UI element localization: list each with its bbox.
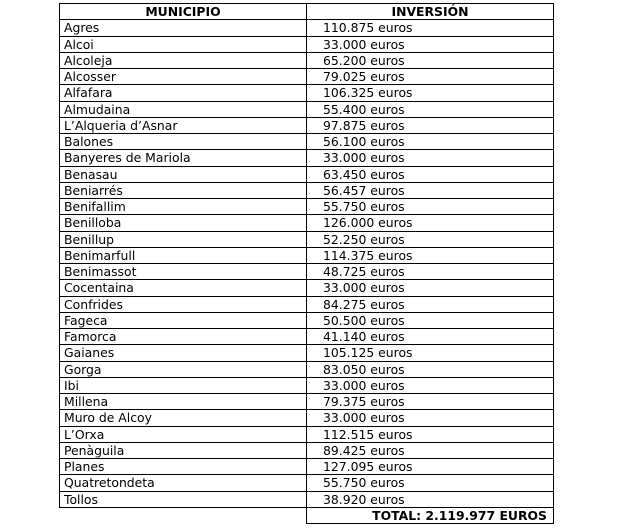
table-row [60,52,554,68]
municipio-cell: Planes [60,459,307,475]
municipio-cell: Ibi [60,377,307,393]
inversion-cell: 106.325 euros [307,85,554,101]
table-row [60,150,554,166]
header-inversion: INVERSIÓN [307,4,554,20]
inversion-cell: 65.200 euros [307,52,554,68]
inversion-cell: 79.025 euros [307,69,554,85]
inversion-cell: 127.095 euros [307,459,554,475]
inversion-cell: 56.457 euros [307,182,554,198]
inversion-cell: 112.515 euros [307,426,554,442]
inversion-cell: 33.000 euros [307,280,554,296]
municipio-cell: Banyeres de Mariola [60,150,307,166]
inversion-cell: 48.725 euros [307,264,554,280]
municipio-cell: Agres [60,20,307,36]
table-row [60,329,554,345]
inversion-cell: 33.000 euros [307,150,554,166]
table-row [60,101,554,117]
table-row [60,377,554,393]
inversion-cell: 33.000 euros [307,410,554,426]
inversion-cell: 52.250 euros [307,231,554,247]
municipio-cell: Penàguila [60,442,307,458]
inversion-cell: 55.400 euros [307,101,554,117]
investment-table [59,3,554,524]
inversion-cell: 33.000 euros [307,36,554,52]
municipio-cell: Benimarfull [60,247,307,263]
table-row [60,459,554,475]
table-row [60,345,554,361]
inversion-cell: 41.140 euros [307,329,554,345]
total-spacer [60,507,307,523]
table-row [60,280,554,296]
municipio-cell: Alcoleja [60,52,307,68]
table-row [60,361,554,377]
inversion-cell: 84.275 euros [307,296,554,312]
municipio-cell: Almudaina [60,101,307,117]
municipio-cell: Benimassot [60,264,307,280]
table-row [60,182,554,198]
municipio-cell: Cocentaina [60,280,307,296]
municipio-cell: Benasau [60,166,307,182]
inversion-cell: 110.875 euros [307,20,554,36]
total-row [60,507,554,523]
municipio-cell: Confrides [60,296,307,312]
municipio-cell: L’Alqueria d’Asnar [60,117,307,133]
municipio-cell: Alfafara [60,85,307,101]
inversion-cell: 105.125 euros [307,345,554,361]
inversion-cell: 50.500 euros [307,312,554,328]
table-row [60,426,554,442]
municipio-cell: Balones [60,134,307,150]
municipio-cell: Gaianes [60,345,307,361]
municipio-cell: Benilloba [60,215,307,231]
header-row [60,4,554,20]
inversion-cell: 97.875 euros [307,117,554,133]
table-row [60,410,554,426]
table-row [60,20,554,36]
table-row [60,199,554,215]
municipio-cell: Alcoi [60,36,307,52]
table-row [60,117,554,133]
municipio-cell: L’Orxa [60,426,307,442]
table-row [60,36,554,52]
municipio-cell: Famorca [60,329,307,345]
municipio-cell: Tollos [60,491,307,507]
inversion-cell: 33.000 euros [307,377,554,393]
inversion-cell: 89.425 euros [307,442,554,458]
inversion-cell: 56.100 euros [307,134,554,150]
inversion-cell: 114.375 euros [307,247,554,263]
inversion-cell: 55.750 euros [307,199,554,215]
table-row [60,312,554,328]
table-row [60,231,554,247]
municipio-cell: Beniarrés [60,182,307,198]
municipio-cell: Alcosser [60,69,307,85]
total-value: TOTAL: 2.119.977 EUROS [307,507,554,523]
municipio-cell: Millena [60,394,307,410]
table-row [60,264,554,280]
header-municipio: MUNICIPIO [60,4,307,20]
table-row [60,215,554,231]
municipio-cell: Quatretondeta [60,475,307,491]
municipio-cell: Benifallim [60,199,307,215]
inversion-cell: 79.375 euros [307,394,554,410]
inversion-cell: 83.050 euros [307,361,554,377]
municipio-cell: Muro de Alcoy [60,410,307,426]
table-row [60,296,554,312]
municipio-cell: Fageca [60,312,307,328]
table-row [60,85,554,101]
table-row [60,491,554,507]
inversion-cell: 55.750 euros [307,475,554,491]
table-row [60,475,554,491]
table-row [60,247,554,263]
inversion-cell: 126.000 euros [307,215,554,231]
table-row [60,166,554,182]
municipio-cell: Benillup [60,231,307,247]
table-row [60,69,554,85]
inversion-cell: 38.920 euros [307,491,554,507]
municipio-cell: Gorga [60,361,307,377]
table-row [60,134,554,150]
table-row [60,442,554,458]
inversion-cell: 63.450 euros [307,166,554,182]
table-row [60,394,554,410]
